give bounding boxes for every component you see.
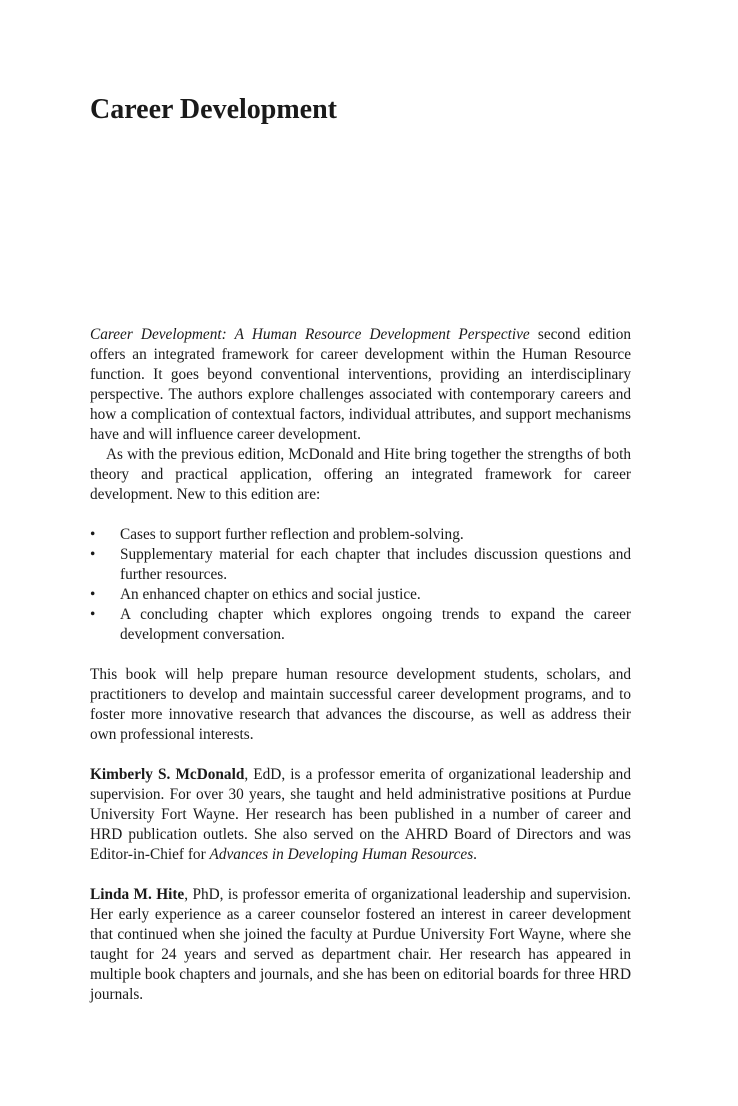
list-item-text: Supplementary material for each chapter that includes discussion questions and further resources. — [120, 546, 631, 583]
list-item — [90, 605, 631, 645]
bullet: • — [90, 586, 96, 603]
journal-title: Advances in Developing Human Resources — [209, 846, 474, 863]
list-item — [90, 545, 631, 585]
spacer — [90, 505, 631, 525]
author-bio-1 — [90, 765, 631, 865]
bullet: • — [90, 546, 96, 563]
new-features-list — [90, 525, 631, 645]
spacer — [90, 865, 631, 885]
list-item — [90, 585, 631, 605]
author-name: Kimberly S. McDonald — [90, 766, 245, 783]
list-item — [90, 525, 631, 545]
description-paragraph-1-text: second edition offers an integrated framework for career development within the Human Resource function. It goes beyond conventional interventions, providing an interdisciplinary perspective. The authors explore challenges associated with contemporary careers and how a complication of contextual factors, individual attributes, and support mechanisms have and will influence career development. — [90, 326, 631, 443]
list-item-text: Cases to support further reflection and problem-solving. — [120, 526, 464, 543]
book-title: Career Development: A Human Resource Development Perspective — [90, 326, 530, 343]
author-bio-2 — [90, 885, 631, 1005]
spacer — [90, 745, 631, 765]
spacer — [90, 645, 631, 665]
book-description — [90, 325, 631, 1005]
author-bio-text: , PhD, is professor emerita of organizational leadership and supervision. Her early experience as a career counselor fostered an interest in career development that continued when she joined the faculty at Purdue University Fort Wayne, where she taught for 24 years and served as department chair. Her research has appeared in multiple book chapters and journals, and she has been on editorial boards for three HRD journals. — [90, 886, 631, 1003]
page-title: Career Development — [90, 94, 337, 125]
list-item-text: An enhanced chapter on ethics and social justice. — [120, 586, 421, 603]
description-paragraph-2: As with the previous edition, McDonald and Hite bring together the strengths of both theory and practical application, offering an integrated framework for career development. New to this edition are: — [90, 446, 631, 503]
author-bio-text: , EdD, is a professor emerita of organizational leadership and supervision. For over 30 years, she taught and held administrative positions at Purdue University Fort Wayne. Her research has been published in a number of career and HRD publication outlets. She also served on the AHRD Board of Directors and was Editor-in-Chief for — [90, 766, 631, 863]
author-name: Linda M. Hite — [90, 886, 185, 903]
description-paragraph-3: This book will help prepare human resource development students, scholars, and practitioners to develop and maintain successful career development programs, and to foster more innovative research that advances the discourse, as well as address their own professional interests. — [90, 666, 631, 743]
bullet: • — [90, 606, 96, 623]
list-item-text: A concluding chapter which explores ongoing trends to expand the career development conversation. — [120, 606, 631, 643]
description-paragraph-1 — [90, 325, 631, 445]
bullet: • — [90, 526, 96, 543]
bio-end: . — [473, 846, 477, 863]
